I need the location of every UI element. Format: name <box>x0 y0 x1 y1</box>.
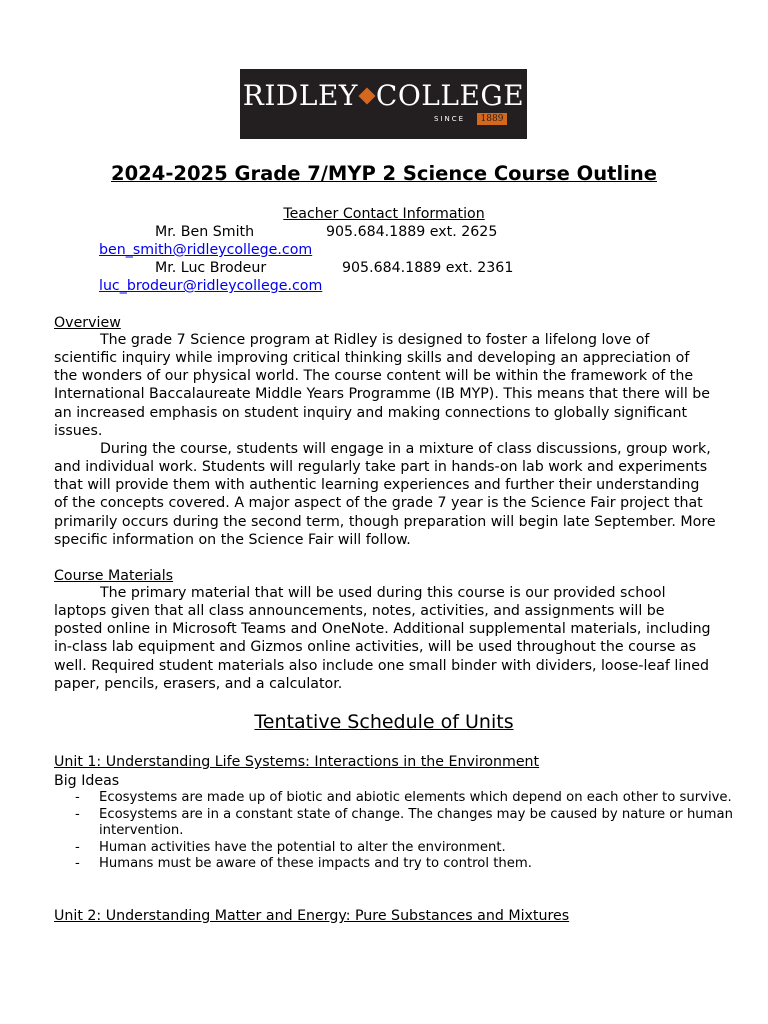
teacher-1-phone: 905.684.1889 ext. 2625 <box>326 224 498 240</box>
teacher-2-name: Mr. Luc Brodeur <box>155 260 267 276</box>
list-item <box>54 790 734 807</box>
unit-2-title: Unit 2: Understanding Matter and Energy: Pure Substances and Mixtures <box>54 908 570 924</box>
big-ideas-label: Big Ideas <box>54 773 120 789</box>
teacher-1-name: Mr. Ben Smith <box>155 224 255 240</box>
dash-bullet: - <box>75 856 80 871</box>
big-ideas-list <box>54 790 734 873</box>
dash-bullet: - <box>75 806 80 822</box>
overview-paragraph-1: The grade 7 Science program at Ridley is designed to foster a lifelong love of scientific inquiry while improving critical thinking skills and developing an appreciation of the wonders of our physical world. The course content will be within the framework of the International Baccalaureate Middle Years Programme (IB MYP). This means that there will be an increased emphasis on student inquiry and making connections to globally significant issues. <box>54 332 711 439</box>
logo-year: 1889 <box>477 113 507 125</box>
logo-since: SINCE <box>434 115 466 123</box>
idea-text: Ecosystems are in a constant state of change. The changes may be caused by nature or human intervention. <box>99 806 733 838</box>
teacher-2-email-link[interactable]: luc_brodeur@ridleycollege.com <box>99 278 323 294</box>
idea-text: Humans must be aware of these impacts and try to control them. <box>99 856 532 871</box>
overview-heading: Overview <box>54 315 121 331</box>
list-item <box>54 807 734 840</box>
dash-bullet: - <box>75 839 80 855</box>
page-title: 2024-2025 Grade 7/MYP 2 Science Course Outline <box>111 162 657 185</box>
logo-name-right: COLLEGE <box>375 79 525 112</box>
materials-body <box>54 584 716 693</box>
materials-heading: Course Materials <box>54 568 174 584</box>
logo-name-left: RIDLEY <box>242 79 358 112</box>
contact-heading: Teacher Contact Information <box>283 206 485 222</box>
logo-wordmark <box>240 79 527 112</box>
dash-bullet: - <box>75 790 80 805</box>
ridley-college-logo <box>240 69 527 139</box>
teacher-1-email-link[interactable]: ben_smith@ridleycollege.com <box>99 242 313 258</box>
materials-paragraph: The primary material that will be used during this course is our provided school laptops given that all class announcements, notes, activities, and assignments will be posted online in Microsoft Teams and OneNote. Additional supplemental materials, including in-class lab equipment and Gizmos online activities, will be used throughout the course as well. Required student materials also include one small binder with dividers, loose-leaf lined paper, pencils, erasers, and a calculator. <box>54 585 711 692</box>
overview-paragraph-2: During the course, students will engage in a mixture of class discussions, group work, and individual work. Students will regularly take part in hands-on lab work and experiments that will provide them with authentic learning experiences and further their understanding of the concepts covered. A major aspect of the grade 7 year is the Science Fair project that primarily occurs during the second term, though preparation will begin late September. More specific information on the Science Fair will follow. <box>54 440 716 548</box>
maple-leaf-icon <box>358 88 375 105</box>
list-item <box>54 856 734 873</box>
idea-text: Human activities have the potential to alter the environment. <box>99 839 506 855</box>
list-item <box>54 840 734 857</box>
unit-1-title: Unit 1: Understanding Life Systems: Interactions in the Environment <box>54 754 540 770</box>
overview-body <box>54 331 716 549</box>
schedule-heading: Tentative Schedule of Units <box>254 711 514 733</box>
idea-text: Ecosystems are made up of biotic and abiotic elements which depend on each other to survive. <box>99 790 732 805</box>
teacher-2-phone: 905.684.1889 ext. 2361 <box>342 260 514 276</box>
